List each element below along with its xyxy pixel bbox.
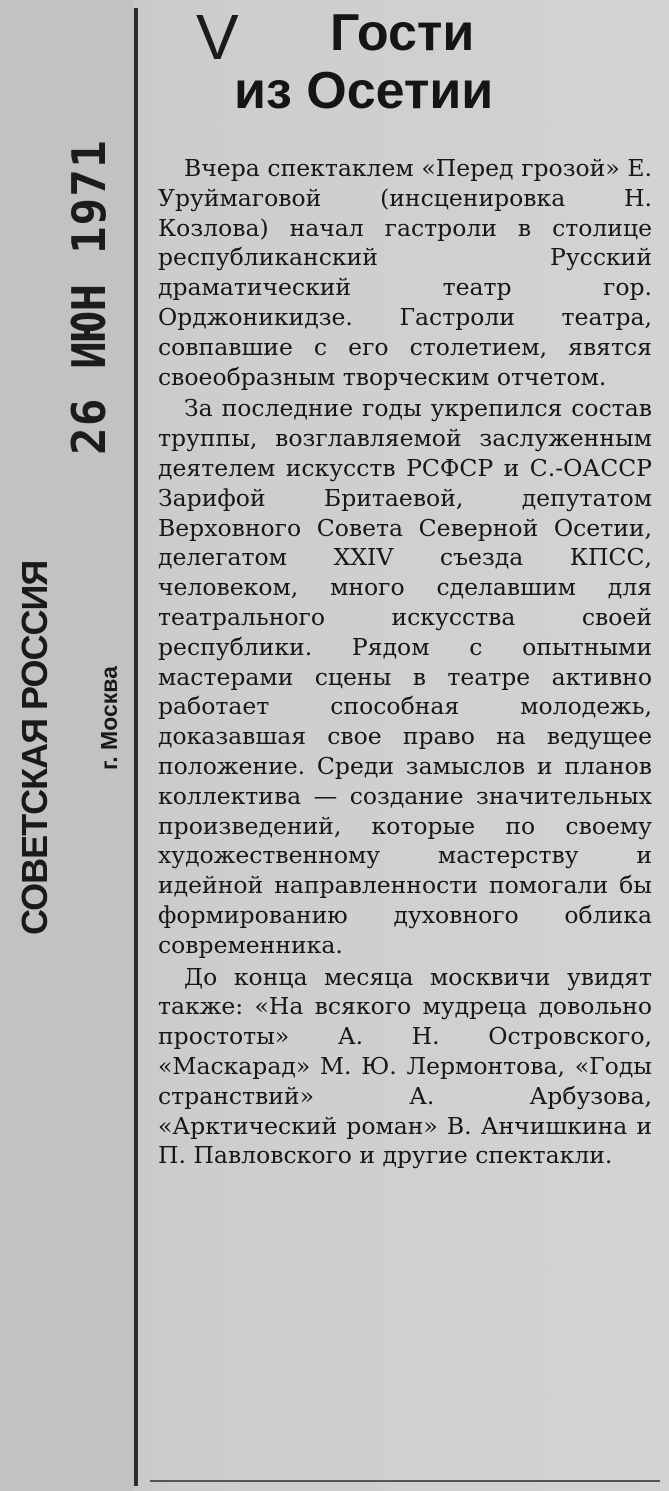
headline-line-2: из Осетии bbox=[234, 62, 494, 120]
article-body bbox=[158, 154, 652, 1173]
article-headline bbox=[230, 4, 630, 120]
headline-line-1: Гости bbox=[330, 4, 475, 62]
vertical-divider bbox=[134, 8, 138, 1486]
article-paragraph-3: До конца месяца москвичи увидят также: «На всякого мудреца довольно простоты» А. Н. Островского, «Маскарад» М. Ю. Лермонтова, «Годы странствий» А. Арбузова, «Арктический роман» В. Анчишкина и П. Павловского и другие спектакли. bbox=[158, 962, 652, 1170]
handwritten-check-mark: V bbox=[196, 1, 239, 73]
bottom-divider bbox=[150, 1480, 660, 1482]
article-paragraph-1: Вчера спектаклем «Перед грозой» Е. Уруймаговой (инсценировка Н. Козлова) начал гастроли в столице республиканский Русский драматический театр гор. Орджоникидзе. Гастроли театра, совпавшие с его столетием, явятся своеобразным творческим отчетом. bbox=[158, 154, 652, 391]
city-label: г. Москва bbox=[96, 666, 122, 770]
newspaper-masthead: СОВЕТСКАЯ РОССИЯ bbox=[14, 560, 55, 935]
date-stamp: 26 ИЮН 1971 bbox=[62, 139, 116, 455]
article-paragraph-2: За последние годы укрепился состав труппы, возглавляемой заслуженным деятелем искусств РСФСР и С.-ОАССР Зарифой Бритаевой, депутатом Верховного Совета Северной Осетии, делегатом XXIV съезда КПСС, человеком, много сделавшим для театрального искусства своей республики. Рядом с опытными мастерами сцены в театре активно работает способная молодежь, доказавшая свое право на ведущее положение. Среди замыслов и планов коллектива — создание значительных произведений, которые по своему художественному мастерству и идейной направленности помогали бы формированию духовного облика современника. bbox=[158, 394, 652, 959]
